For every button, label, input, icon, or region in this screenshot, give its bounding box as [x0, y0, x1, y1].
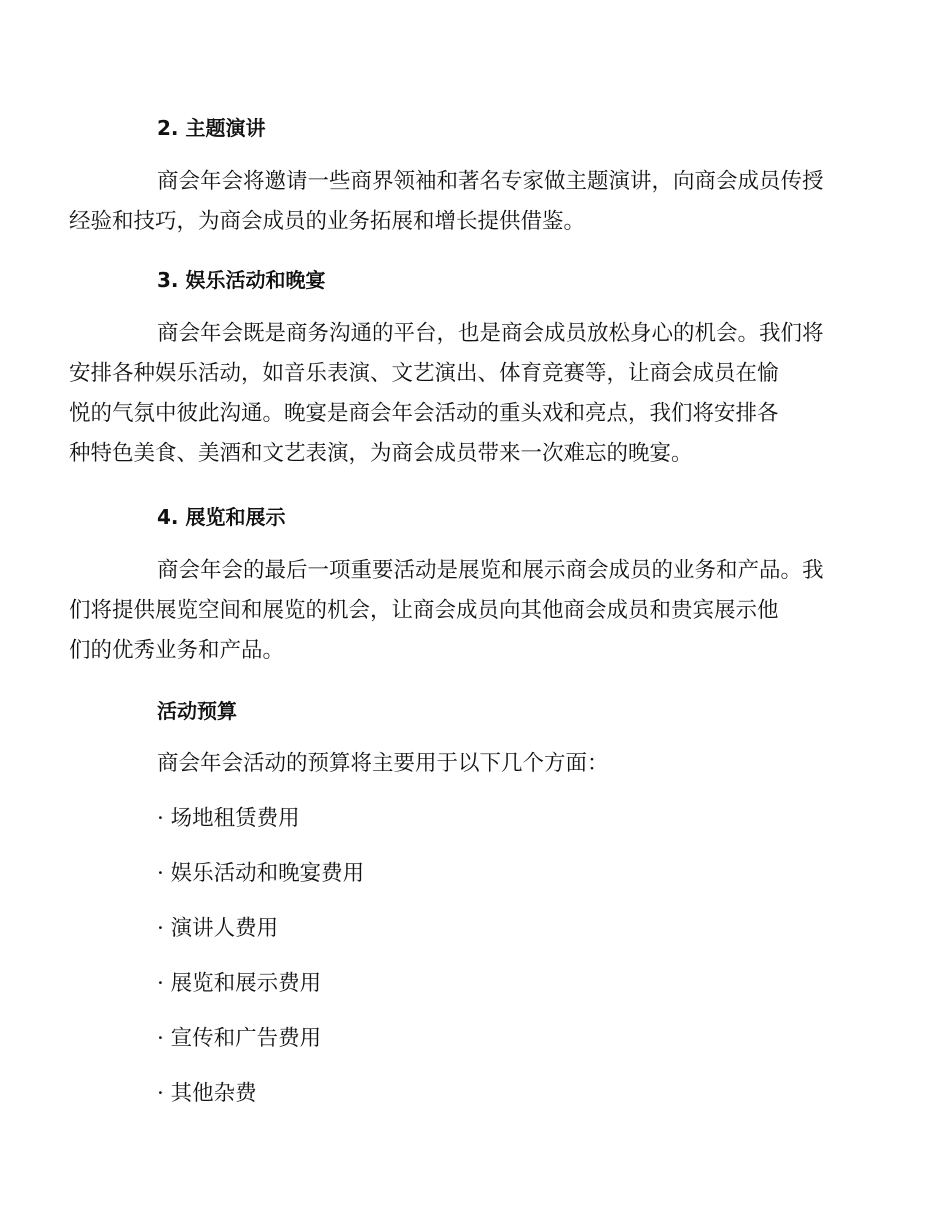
paragraph-line: 商会年会既是商务沟通的平台，也是商会成员放松身心的机会。我们将: [157, 321, 824, 346]
paragraph-line: 安排各种娱乐活动，如音乐表演、文艺演出、体育竞赛等，让商会成员在愉: [69, 361, 779, 386]
budget-item: · 场地租赁费用: [157, 806, 300, 831]
budget-item: · 宣传和广告费用: [157, 1026, 322, 1051]
budget-item: · 其他杂费: [157, 1081, 257, 1106]
paragraph-line: 种特色美食、美酒和文艺表演，为商会成员带来一次难忘的晚宴。: [69, 441, 693, 466]
paragraph-keynote: [69, 162, 833, 242]
paragraph-line: 们的优秀业务和产品。: [69, 638, 285, 663]
budget-intro: 商会年会活动的预算将主要用于以下几个方面：: [157, 751, 609, 776]
budget-item: · 演讲人费用: [157, 916, 279, 941]
budget-heading: 活动预算: [157, 699, 237, 723]
section-heading-keynote: 2. 主题演讲: [157, 116, 266, 140]
section-heading-entertainment: 3. 娱乐活动和晚宴: [157, 268, 326, 292]
budget-item: · 娱乐活动和晚宴费用: [157, 861, 365, 886]
paragraph-line: 商会年会将邀请一些商界领袖和著名专家做主题演讲，向商会成员传授: [157, 169, 824, 194]
paragraph-line: 经验和技巧，为商会成员的业务拓展和增长提供借鉴。: [69, 209, 586, 234]
paragraph-exhibition: [69, 551, 833, 671]
paragraph-entertainment: [69, 314, 833, 474]
section-heading-exhibition: 4. 展览和展示: [157, 505, 286, 529]
paragraph-line: 悦的气氛中彼此沟通。晚宴是商会年会活动的重头戏和亮点，我们将安排各: [69, 401, 779, 426]
paragraph-line: 们将提供展览空间和展览的机会，让商会成员向其他商会成员和贵宾展示他: [69, 598, 779, 623]
budget-item: · 展览和展示费用: [157, 971, 322, 996]
paragraph-line: 商会年会的最后一项重要活动是展览和展示商会成员的业务和产品。我: [157, 558, 824, 583]
